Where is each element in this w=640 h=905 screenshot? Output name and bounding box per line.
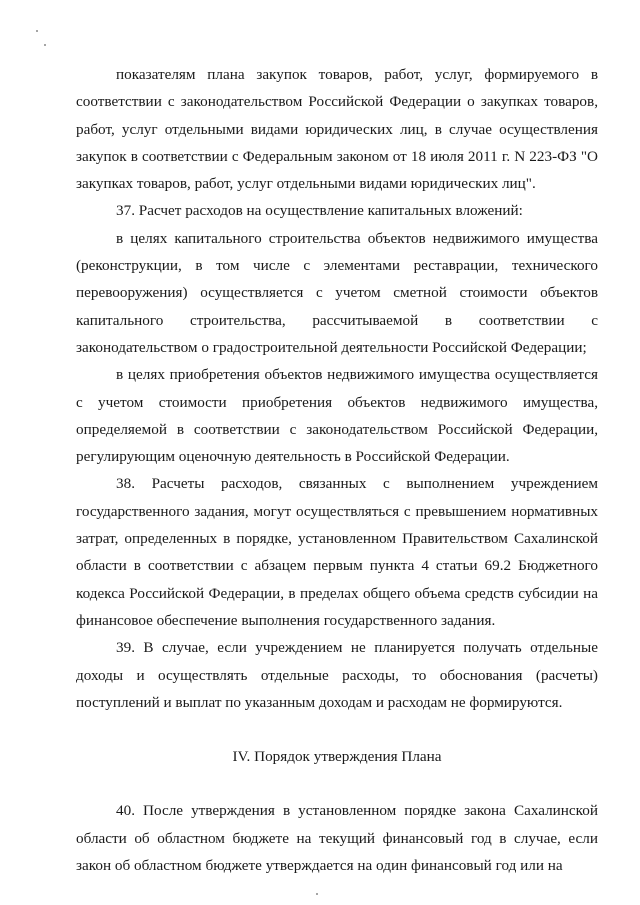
paragraph-continuation: показателям плана закупок товаров, работ, услуг, формируемого в соответствии с законодательством Российской Федерации о закупках товаров, работ, услуг отдельными видами юридических лиц, в случае осуществления закупок в соответствии с Федеральным законом от 18 июля 2011 г. N 223-ФЗ "О закупках товаров, работ, услуг отдельными видами юридических лиц". — [76, 66, 598, 193]
paragraph-40: 40. После утверждения в установленном порядке закона Сахалинской области об областном бюджете на текущий финансовый год в случае, если закон об областном бюджете утверждается на один финансовый год или на — [76, 802, 598, 875]
paragraph-37-acquisition: в целях приобретения объектов недвижимого имущества осуществляется с учетом стоимости приобретения объектов недвижимого имущества, определяемой в соответствии с законодательством Российской Федерации, регулирующим оценочную деятельность в Российской Федерации. — [76, 366, 598, 466]
paragraph-37-construction: в целях капитального строительства объектов недвижимого имущества (реконструкции, в том числе с элементами реставрации, технического перевооружения) осуществляется с учетом сметной стоимости объектов капитального строительства, рассчитываемой в соответствии с законодательством о градостроительной деятельности Российской Федерации; — [76, 229, 598, 356]
scan-speck — [36, 30, 38, 32]
paragraph-38: 38. Расчеты расходов, связанных с выполнением учреждением государственного задания, могут осуществляться с превышением нормативных затрат, определенных в порядке, установленном Правительством Сахалинской области в соответствии с абзацем первым пункта 4 статьи 69.2 Бюджетного кодекса Российской Федерации, в пределах общего объема средств субсидии на финансовое обеспечение выполнения государственного задания. — [76, 475, 598, 629]
paragraph-39: 39. В случае, если учреждением не планируется получать отдельные доходы и осуществлять отдельные расходы, то обоснования (расчеты) поступлений и выплат по указанным доходам и расходам не формируются. — [76, 639, 598, 711]
scan-speck — [316, 893, 318, 895]
scan-speck — [44, 44, 46, 46]
document-page — [76, 61, 598, 879]
paragraph-37: 37. Расчет расходов на осуществление капитальных вложений: — [116, 202, 523, 220]
section-heading: IV. Порядок утверждения Плана — [232, 748, 442, 766]
